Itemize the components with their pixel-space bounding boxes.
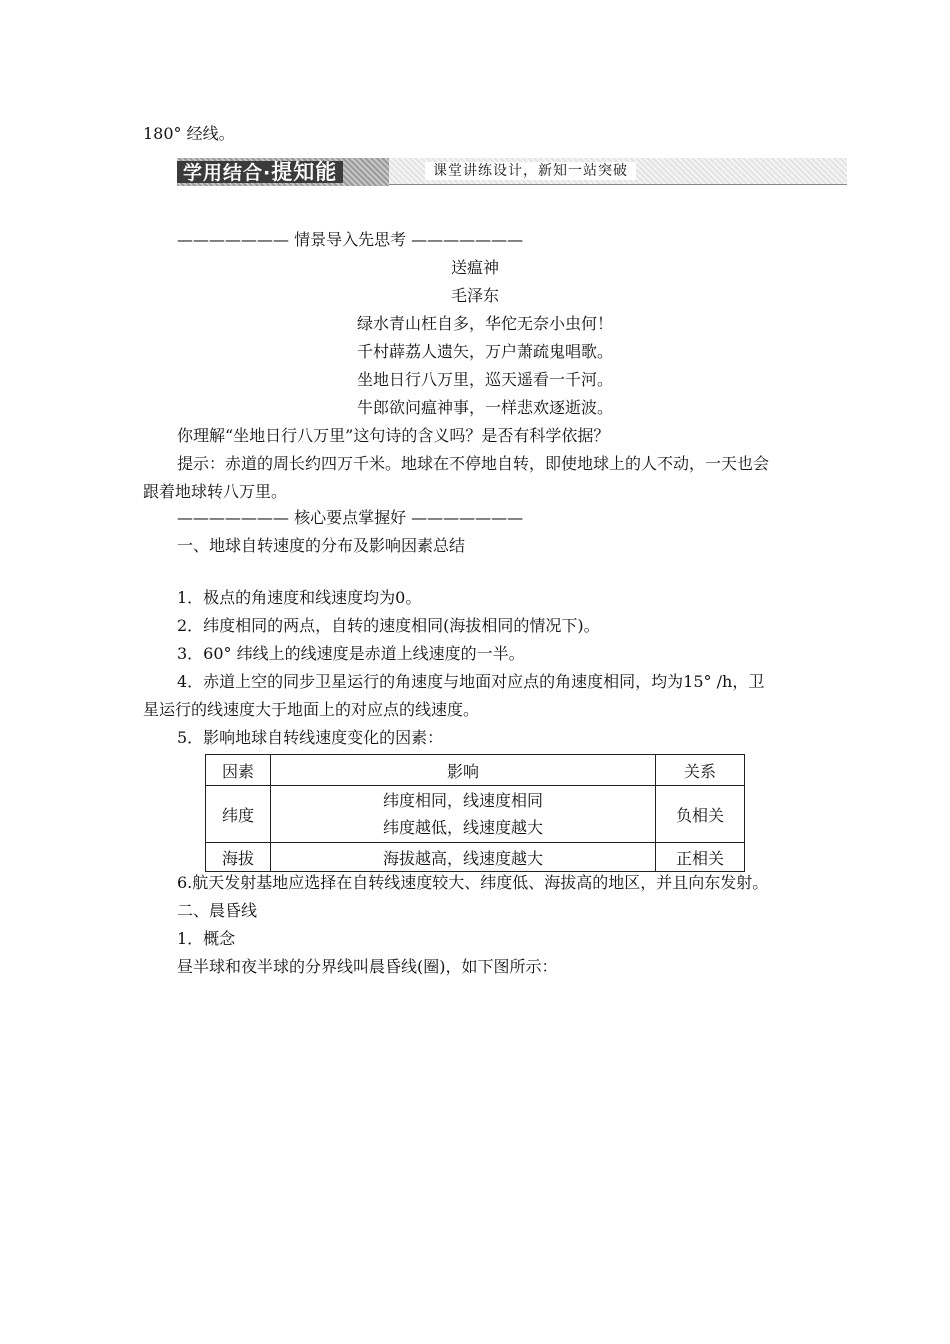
concept-label: 1．概念 <box>177 929 236 948</box>
table-header-row <box>206 755 745 786</box>
table-header-relation: 关系 <box>656 755 745 786</box>
section-banner <box>177 158 847 186</box>
banner-title <box>177 161 343 183</box>
hint-line-1: 提示：赤道的周长约四万千米。地球在不停地自转，即使地球上的人不动，一天也会 <box>177 454 770 473</box>
table-cell-relation: 正相关 <box>656 843 745 872</box>
point-4-line-1: 4．赤道上空的同步卫星运行的角速度与地面对应点的角速度相同，均为15° /h，卫 <box>177 672 765 691</box>
heading-rotation-speed: 一、地球自转速度的分布及影响因素总结 <box>177 536 466 555</box>
table-cell-relation: 负相关 <box>656 786 745 843</box>
banner-title-b: 提知能 <box>271 160 338 184</box>
table-cell-factor: 海拔 <box>206 843 271 872</box>
poem-author: 毛泽东 <box>450 286 499 305</box>
table-cell-effect: 海拔越高，线速度越大 <box>271 843 656 872</box>
table-cell-factor: 纬度 <box>206 786 271 843</box>
table-header-effect: 影响 <box>271 755 656 786</box>
point-4-line-2: 星运行的线速度大于地面上的对应点的线速度。 <box>143 700 480 719</box>
banner-pattern-left <box>177 158 389 186</box>
top-text: 180° 经线。 <box>143 124 235 143</box>
poem-title: 送瘟神 <box>450 258 499 277</box>
poem-line-1: 绿水青山枉自多，华佗无奈小虫何！ <box>357 314 614 333</box>
question-text: 你理解“坐地日行八万里”这句诗的含义吗？是否有科学依据？ <box>177 426 610 445</box>
poem-line-4: 牛郎欲问瘟神事，一样悲欢逐逝波。 <box>357 398 614 417</box>
heading-terminator: 二、晨昏线 <box>177 901 258 920</box>
point-5: 5．影响地球自转线速度变化的因素： <box>177 728 444 747</box>
table-cell-effect-line: 纬度越低，线速度越大 <box>382 818 543 837</box>
point-3: 3．60° 纬线上的线速度是赤道上线速度的一半。 <box>177 644 525 663</box>
section1-header: ——————— 情景导入先思考 ——————— <box>177 230 524 249</box>
banner-title-a: 学用结合· <box>183 162 272 184</box>
factors-table <box>205 754 745 872</box>
point-6: 6.航天发射基地应选择在自转线速度较大、纬度低、海拔高的地区，并且向东发射。 <box>177 873 769 892</box>
banner-pattern-right <box>389 158 847 185</box>
poem-line-3: 坐地日行八万里，巡天遥看一千河。 <box>357 370 614 389</box>
poem-line-2: 千村薜荔人遗矢，万户萧疏鬼唱歌。 <box>357 342 614 361</box>
table-cell-effect-line: 纬度相同，线速度相同 <box>382 791 543 810</box>
banner-subtitle: 课堂讲练设计，新知一站突破 <box>425 162 636 180</box>
point-2: 2．纬度相同的两点，自转的速度相同(海拔相同的情况下)。 <box>177 616 600 635</box>
hint-line-2: 跟着地球转八万里。 <box>143 482 288 501</box>
table-row <box>206 843 745 872</box>
section2-header: ——————— 核心要点掌握好 ——————— <box>177 508 524 527</box>
table-cell-effect <box>271 786 656 843</box>
point-1: 1．极点的角速度和线速度均为0。 <box>177 588 422 607</box>
table-row <box>206 786 745 843</box>
table-header-factor: 因素 <box>206 755 271 786</box>
concept-text: 昼半球和夜半球的分界线叫晨昏线(圈)，如下图所示： <box>177 957 558 976</box>
